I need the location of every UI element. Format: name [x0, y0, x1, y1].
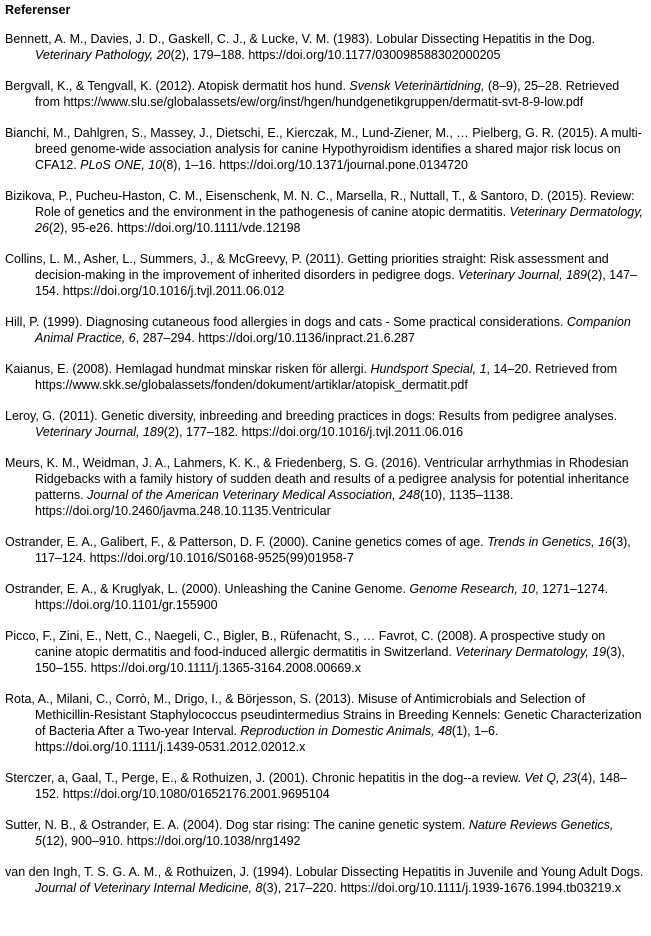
page-heading: Referenser [5, 3, 71, 17]
reference-separator: , [135, 425, 143, 439]
reference-separator: , [591, 535, 599, 549]
reference-volume: 16 [598, 535, 613, 549]
reference-pages-doi: (8), 1–16. https://doi.org/10.1371/journal.pone.0134720 [162, 158, 468, 172]
reference-pages-doi: (3), 117–124. https://doi.org/10.1016/S0168-9525(99)01958-7 [35, 535, 631, 565]
reference-journal: Veterinary Dermatology [509, 205, 640, 219]
reference-journal: Genome Research [409, 582, 515, 596]
reference-pages-doi: (12), 900–910. https://doi.org/10.1038/nrg1492 [41, 834, 301, 848]
reference-volume: 189 [566, 268, 587, 282]
reference-authors-title: Sutter, N. B., & Ostrander, E. A. (2004). Dog star rising: The canine genetic system. [5, 818, 469, 832]
reference-authors-title: Ostrander, E. A., Galibert, F., & Patterson, D. F. (2000). Canine genetics comes of age. [5, 535, 488, 549]
reference-volume: 1 [479, 362, 487, 376]
reference-entry [5, 78, 645, 110]
reference-list [5, 31, 645, 896]
reference-authors-title: Kaianus, E. (2008). Hemlagad hundmat minskar risken för allergi. [5, 362, 371, 376]
reference-volume: 48 [437, 724, 452, 738]
reference-volume: 26 [35, 221, 49, 235]
reference-journal: Veterinary Pathology [35, 48, 150, 62]
reference-authors-title: Hill, P. (1999). Diagnosing cutaneous food allergies in dogs and cats - Some practical considerations. [5, 315, 567, 329]
reference-authors-title: van den Ingh, T. S. G. A. M., & Rothuizen, J. (1994). Lobular Dissecting Hepatitis in Juvenile and Young Adult Dogs. [5, 865, 644, 879]
reference-pages-doi: (3), 150–155. https://doi.org/10.1111/j.1365-3164.2008.00669.x [35, 645, 625, 675]
reference-pages-doi: (3), 217–220. https://doi.org/10.1111/j.1939-1676.1994.tb03219.x [262, 881, 622, 895]
reference-volume: 10 [148, 158, 163, 172]
reference-separator: , [555, 771, 563, 785]
reference-separator: , [392, 488, 400, 502]
reference-journal: Journal of the American Veterinary Medical Association [87, 488, 393, 502]
reference-entry [5, 817, 645, 849]
reference-pages-doi: (10), 1135–1138. https://doi.org/10.2460/javma.248.10.1135.Ventricular [35, 488, 514, 518]
reference-entry [5, 534, 645, 566]
reference-authors-title: Bergvall, K., & Tengvall, K. (2012). Atopisk dermatit hos hund. [5, 79, 350, 93]
reference-authors-title: Picco, F., Zini, E., Nett, C., Naegeli, C., Bigler, B., Rüfenacht, S., … Favrot, C. (2008). A prospective study on canine atopic dermatitis and food-induced allergic dermatitis in Switzerland. [5, 629, 606, 659]
reference-authors-title: Rota, A., Milani, C., Corrò, M., Drigo, I., & Börjesson, S. (2013). Misuse of Antimicrobials and Selection of Methicillin-Resistant Staphylococcus pseudintermedius Strains in Breeding Kennels: Genetic Characterization of Bacteria After a Two-year Interval. [5, 692, 642, 738]
reference-authors-title: Meurs, K. M., Weidman, J. A., Lahmers, K. K., & Friedenberg, S. G. (2016). Ventricular arrhythmias in Rhodesian Ridgebacks with a family history of sudden death and results of a pedigree analysis for potential inheritance patterns. [5, 456, 630, 502]
reference-separator: , [149, 48, 157, 62]
reference-journal: Veterinary Journal [458, 268, 560, 282]
reference-separator: , [639, 205, 644, 219]
reference-journal: Svensk Veterinärtidning [349, 79, 481, 93]
reference-separator: , [609, 818, 614, 832]
reference-pages-doi: (2), 95-e26. https://doi.org/10.1111/vde.12198 [48, 221, 301, 235]
reference-authors-title: Bianchi, M., Dahlgren, S., Massey, J., Dietschi, E., Kierczak, M., Lund-Ziener, M., … Pielberg, G. R. (2015). A multi-breed genome-wide association analysis for canine Hypothyroidism identifies a shared major risk locus on CFA12. [5, 126, 642, 172]
reference-pages-doi: (2), 177–182. https://doi.org/10.1016/j.tvjl.2011.06.016 [163, 425, 464, 439]
reference-separator: , [585, 645, 593, 659]
reference-entry [5, 251, 645, 299]
reference-journal: Vet Q [524, 771, 556, 785]
reference-entry [5, 31, 645, 63]
reference-volume: 19 [592, 645, 607, 659]
reference-entry [5, 408, 645, 440]
reference-journal: Nature Reviews Genetics [468, 818, 610, 832]
reference-journal: Reproduction in Domestic Animals [240, 724, 432, 738]
reference-journal: Companion Animal Practice [35, 315, 631, 345]
reference-volume: 5 [35, 834, 42, 848]
reference-entry [5, 314, 645, 346]
reference-entry [5, 361, 645, 393]
reference-pages-doi: (1), 1–6. https://doi.org/10.1111/j.1439-0531.2012.02012.x [35, 724, 499, 754]
reference-volume: 248 [399, 488, 420, 502]
reference-separator: , [480, 79, 488, 93]
reference-separator: , [121, 331, 129, 345]
reference-volume: 23 [562, 771, 577, 785]
reference-journal: Veterinary Dermatology [455, 645, 586, 659]
reference-pages-doi: , 1271–1274. https://doi.org/10.1101/gr.155900 [35, 582, 609, 612]
reference-pages-doi: (2), 179–188. https://doi.org/10.1177/030098588302000205 [170, 48, 501, 62]
reference-volume: 189 [142, 425, 164, 439]
reference-pages-doi: , 14–20. Retrieved from https://www.skk.se/globalassets/fonden/dokument/artiklar/atopisk_dermatit.pdf [35, 362, 618, 392]
reference-entry [5, 770, 645, 802]
reference-authors-title: Ostrander, E. A., & Kruglyak, L. (2000). Unleashing the Canine Genome. [5, 582, 410, 596]
reference-separator: , [248, 881, 256, 895]
reference-journal: Journal of Veterinary Internal Medicine [35, 881, 249, 895]
reference-entry [5, 864, 645, 896]
reference-authors-title: Sterczer, a, Gaal, T., Perge, E., & Rothuizen, J. (2001). Chronic hepatitis in the dog--a review. [5, 771, 525, 785]
reference-separator: , [472, 362, 480, 376]
reference-volume: 10 [521, 582, 536, 596]
reference-journal: Trends in Genetics [487, 535, 592, 549]
reference-separator: , [141, 158, 149, 172]
reference-volume: 20 [156, 48, 171, 62]
reference-authors-title: Bennett, A. M., Davies, J. D., Gaskell, C. J., & Lucke, V. M. (1983). Lobular Dissecting Hepatitis in the Dog. [5, 32, 596, 46]
reference-journal: PLoS ONE [80, 158, 142, 172]
reference-authors-title: Leroy, G. (2011). Genetic diversity, inbreeding and breeding practices in dogs: Results from pedigree analyses. [5, 409, 618, 423]
reference-entry [5, 628, 645, 676]
reference-journal: Hundsport Special [370, 362, 473, 376]
reference-entry [5, 691, 645, 755]
reference-separator: , [431, 724, 438, 738]
reference-authors-title: Collins, L. M., Asher, L., Summers, J., & McGreevy, P. (2011). Getting priorities straight: Risk assessment and decision-making in the improvement of inherited disorders in pedigree dogs. [5, 252, 609, 282]
reference-volume: 6 [128, 331, 136, 345]
reference-pages-doi: (4), 148–152. https://doi.org/10.1080/01652176.2001.9695104 [35, 771, 627, 801]
reference-entry [5, 455, 645, 519]
reference-pages-doi: (2), 147–154. https://doi.org/10.1016/j.tvjl.2011.06.012 [35, 268, 637, 298]
reference-pages-doi: , 287–294. https://doi.org/10.1136/inpract.21.6.287 [135, 331, 415, 345]
reference-volume: 8 [255, 881, 263, 895]
reference-entry [5, 188, 645, 236]
reference-authors-title: Bizikova, P., Pucheu-Haston, C. M., Eisenschenk, M. N. C., Marsella, R., Nuttall, T., & Santoro, D. (2015). Review: Role of genetics and the environment in the pathogenesis of canine atopic dermatitis. [5, 189, 635, 219]
reference-separator: , [559, 268, 567, 282]
reference-pages-doi: (8–9), 25–28. Retrieved from https://www.slu.se/globalassets/ew/org/inst/hgen/hundgenetikgruppen/dermatit-svt-8-9-low.pdf [35, 79, 620, 109]
reference-entry [5, 125, 645, 173]
reference-entry [5, 581, 645, 613]
reference-separator: , [514, 582, 522, 596]
reference-journal: Veterinary Journal [35, 425, 136, 439]
